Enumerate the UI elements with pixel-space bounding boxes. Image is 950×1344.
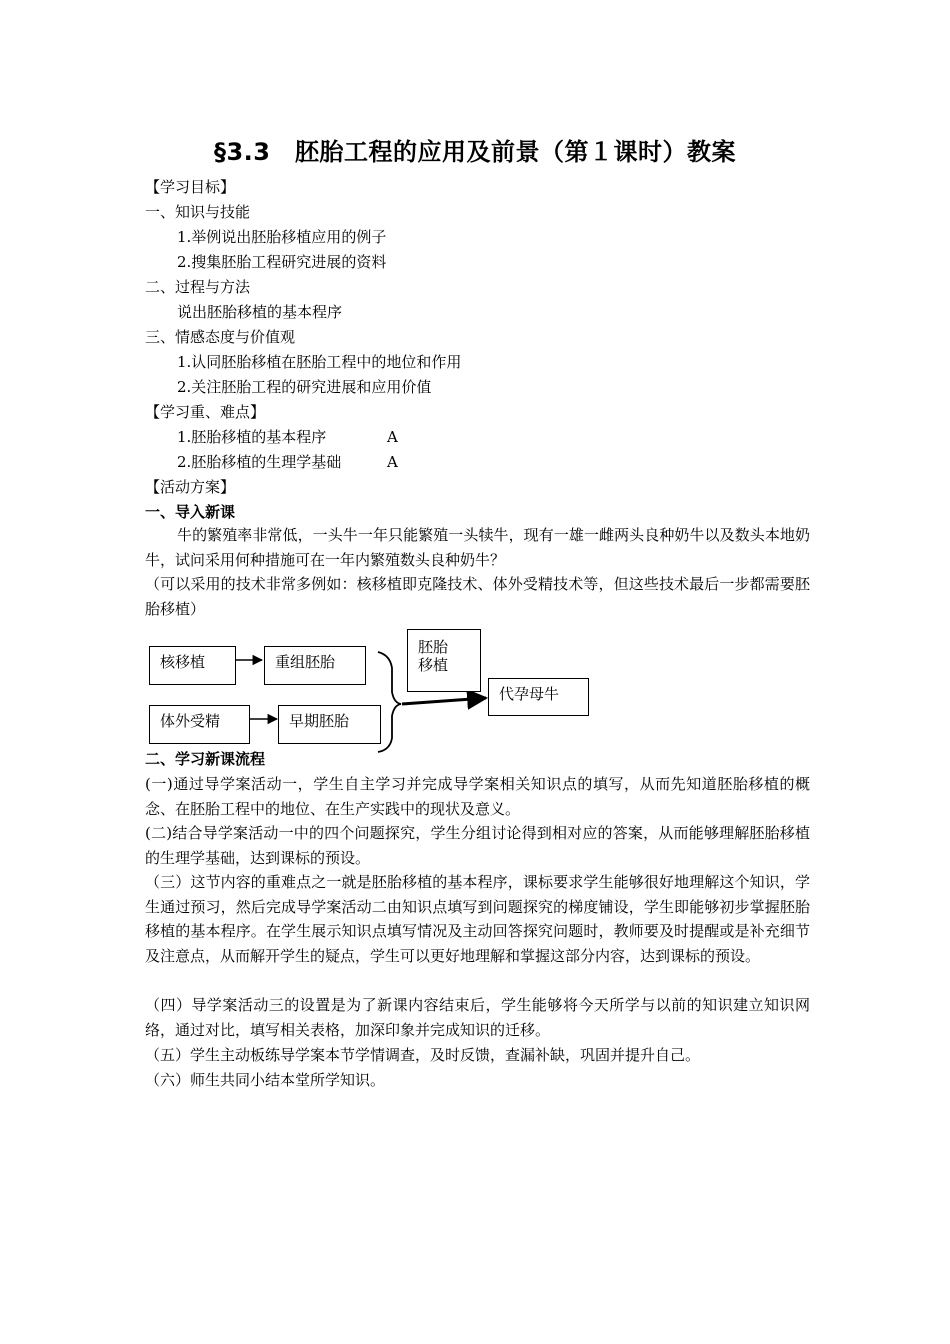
box-ivf: 体外受精 bbox=[149, 705, 250, 744]
keypoint-item: 2.胚胎移植的生理学基础 bbox=[177, 453, 342, 471]
objective-item: 1.认同胚胎移植在胚胎工程中的地位和作用 bbox=[177, 353, 462, 371]
section-attitude-values: 三、情感态度与价值观 bbox=[145, 328, 296, 346]
keypoint-item: 1.胚胎移植的基本程序 bbox=[177, 428, 327, 446]
box-embryo-transfer-line2: 移植 bbox=[418, 656, 449, 674]
objective-item: 2.搜集胚胎工程研究进展的资料 bbox=[177, 253, 387, 271]
section-new-lesson-flow: 二、学习新课流程 bbox=[145, 750, 266, 768]
section-process-method: 二、过程与方法 bbox=[145, 278, 251, 296]
box-surrogate-cow: 代孕母牛 bbox=[488, 678, 589, 716]
section-knowledge-skills: 一、知识与技能 bbox=[145, 203, 251, 221]
process-paragraph-2: (二)结合导学案活动一中的四个问题探究，学生分组讨论得到相对应的答案，从而能够理解胚胎移植的生理学基础，达到课标的预设。 bbox=[145, 824, 810, 867]
objective-item: 说出胚胎移植的基本程序 bbox=[177, 303, 343, 321]
process-paragraph-3: （三）这节内容的重难点之一就是胚胎移植的基本程序，课标要求学生能够很好地理解这个知识，学生通过预习，然后完成导学案活动二由知识点填写到问题探究的梯度铺设，学生即能够初步掌握胚胎移植的基本程序。在学生展示知识点填写情况及主动回答探究问题时，教师要及时提醒或是补充细节及注意点，从而解开学生的疑点，学生可以更好地理解和掌握这部分内容，达到课标的预设。 bbox=[145, 873, 810, 965]
activity-header: 【活动方案】 bbox=[145, 478, 236, 496]
process-paragraph-4: （四）导学案活动三的设置是为了新课内容结束后，学生能够将今天所学与以前的知识建立知识网络，通过对比，填写相关表格，加深印象并完成知识的迁移。 bbox=[145, 996, 810, 1039]
objectives-header: 【学习目标】 bbox=[145, 178, 236, 196]
objective-item: 2.关注胚胎工程的研究进展和应用价值 bbox=[177, 378, 432, 396]
section-intro-lesson: 一、导入新课 bbox=[145, 503, 236, 521]
brace bbox=[378, 652, 401, 752]
arrow-3 bbox=[402, 698, 486, 704]
intro-paragraph: 牛的繁殖率非常低，一头牛一年只能繁殖一头犊牛，现有一雄一雌两头良种奶牛以及数头本地奶牛，试问采用何种措施可在一年内繁殖数头良种奶牛？ bbox=[145, 526, 810, 569]
objective-item: 1.举例说出胚胎移植应用的例子 bbox=[177, 228, 387, 246]
box-reconstructed-embryo: 重组胚胎 bbox=[264, 646, 366, 685]
page-title: §3.3 胚胎工程的应用及前景（第１课时）教案 bbox=[213, 138, 736, 166]
keypoint-level: A bbox=[387, 428, 398, 446]
box-nuclear-transfer: 核移植 bbox=[149, 646, 236, 685]
process-paragraph-5: （五）学生主动板练导学案本节学情调查，及时反馈，查漏补缺，巩固并提升自己。 bbox=[145, 1046, 701, 1064]
process-paragraph-6: （六）师生共同小结本堂所学知识。 bbox=[145, 1071, 386, 1089]
process-paragraph-1: (一)通过导学案活动一，学生自主学习并完成导学案相关知识点的填写，从而先知道胚胎移植的概念、在胚胎工程中的地位、在生产实践中的现状及意义。 bbox=[145, 775, 810, 818]
box-early-embryo: 早期胚胎 bbox=[278, 705, 381, 744]
box-embryo-transfer bbox=[407, 629, 481, 692]
keypoint-level: A bbox=[387, 453, 398, 471]
keypoints-header: 【学习重、难点】 bbox=[145, 403, 266, 421]
box-embryo-transfer-line1: 胚胎 bbox=[418, 638, 449, 656]
intro-note: （可以采用的技术非常多例如：核移植即克隆技术、体外受精技术等，但这些技术最后一步都需要胚胎移植） bbox=[145, 575, 810, 618]
